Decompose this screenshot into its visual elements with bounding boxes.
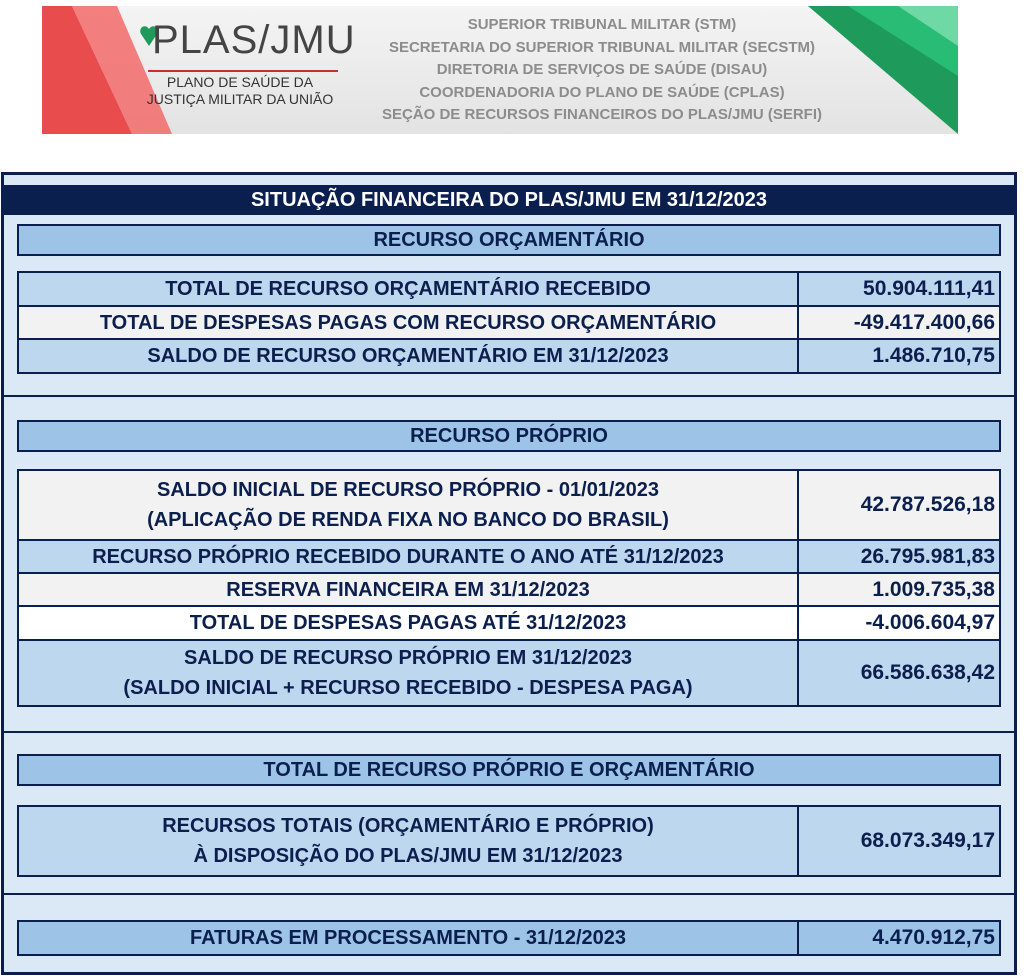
section-heading-proprio: RECURSO PRÓPRIO	[17, 420, 1001, 452]
section-heading-orcamentario: RECURSO ORÇAMENTÁRIO	[17, 224, 1001, 256]
row-value: 1.486.710,75	[872, 344, 995, 367]
faturas-rows	[17, 920, 1001, 956]
org-line: SUPERIOR TRIBUNAL MILITAR (STM)	[467, 16, 737, 33]
orcamentario-rows	[17, 271, 1001, 374]
section-divider	[4, 731, 1014, 733]
table-row	[19, 639, 999, 705]
table-row	[19, 471, 999, 539]
row-value: 68.073.349,17	[860, 829, 995, 852]
row-label: FATURAS EM PROCESSAMENTO - 31/12/2023	[19, 922, 799, 954]
org-line: SECRETARIA DO SUPERIOR TRIBUNAL MILITAR (SECSTM)	[388, 38, 816, 56]
logo-subtitle-line-1: PLANO DE SAÚDE DA	[166, 74, 314, 90]
row-label: TOTAL DE RECURSO ORÇAMENTÁRIO RECEBIDO	[19, 273, 799, 305]
table-row	[19, 273, 999, 305]
row-label: RECURSO PRÓPRIO RECEBIDO DURANTE O ANO ATÉ 31/12/2023	[19, 541, 799, 572]
org-line: COORDENADORIA DO PLANO DE SAÚDE (CPLAS)	[419, 83, 785, 101]
financial-summary-table	[1, 172, 1017, 975]
row-label: SALDO DE RECURSO PRÓPRIO EM 31/12/2023 (SALDO INICIAL + RECURSO RECEBIDO - DESPESA PAGA)	[19, 641, 799, 705]
table-title: SITUAÇÃO FINANCEIRA DO PLAS/JMU EM 31/12/2023	[4, 185, 1014, 215]
proprio-rows	[17, 469, 1001, 707]
logo-underline	[148, 70, 338, 72]
logo-subtitle-line-2: JUSTIÇA MILITAR DA UNIÃO	[146, 91, 334, 107]
logo-text: PLAS/JMU	[152, 18, 356, 62]
row-label: RESERVA FINANCEIRA EM 31/12/2023	[19, 574, 799, 605]
total-rows	[17, 805, 1001, 877]
section-divider	[4, 893, 1014, 895]
plas-jmu-logo	[140, 18, 356, 118]
org-line: SEÇÃO DE RECURSOS FINANCEIROS DO PLAS/JMU (SERFI)	[381, 106, 823, 123]
row-label: TOTAL DE DESPESAS PAGAS COM RECURSO ORÇAMENTÁRIO	[19, 307, 799, 338]
section-heading-total: TOTAL DE RECURSO PRÓPRIO E ORÇAMENTÁRIO	[17, 754, 1001, 786]
row-value: 26.795.981,83	[860, 544, 995, 568]
row-label: SALDO DE RECURSO ORÇAMENTÁRIO EM 31/12/2023	[19, 340, 799, 372]
row-value: 66.586.638,42	[860, 661, 995, 684]
table-row	[19, 305, 999, 338]
row-value: -4.006.604,97	[865, 611, 995, 634]
row-label: TOTAL DE DESPESAS PAGAS ATÉ 31/12/2023	[19, 607, 799, 639]
row-value: 42.787.526,18	[860, 493, 995, 516]
row-value: 1.009.735,38	[872, 577, 995, 601]
row-value: -49.417.400,66	[853, 310, 995, 334]
header-banner	[42, 6, 958, 134]
row-value: 50.904.111,41	[863, 277, 995, 300]
org-line: DIRETORIA DE SERVIÇOS DE SAÚDE (DISAU)	[436, 61, 768, 78]
logo-subtitle	[140, 74, 340, 108]
organization-lines	[332, 14, 872, 127]
row-label: SALDO INICIAL DE RECURSO PRÓPRIO - 01/01/2023 (APLICAÇÃO DE RENDA FIXA NO BANCO DO BRASIL)	[19, 471, 799, 539]
table-row	[19, 807, 999, 875]
row-value: 4.470.912,75	[872, 926, 995, 949]
table-row	[19, 605, 999, 639]
table-row	[19, 338, 999, 372]
table-row	[19, 922, 999, 954]
table-row	[19, 539, 999, 572]
section-divider	[4, 395, 1014, 397]
row-label: RECURSOS TOTAIS (ORÇAMENTÁRIO E PRÓPRIO) À DISPOSIÇÃO DO PLAS/JMU EM 31/12/2023	[19, 807, 799, 875]
table-row	[19, 572, 999, 605]
